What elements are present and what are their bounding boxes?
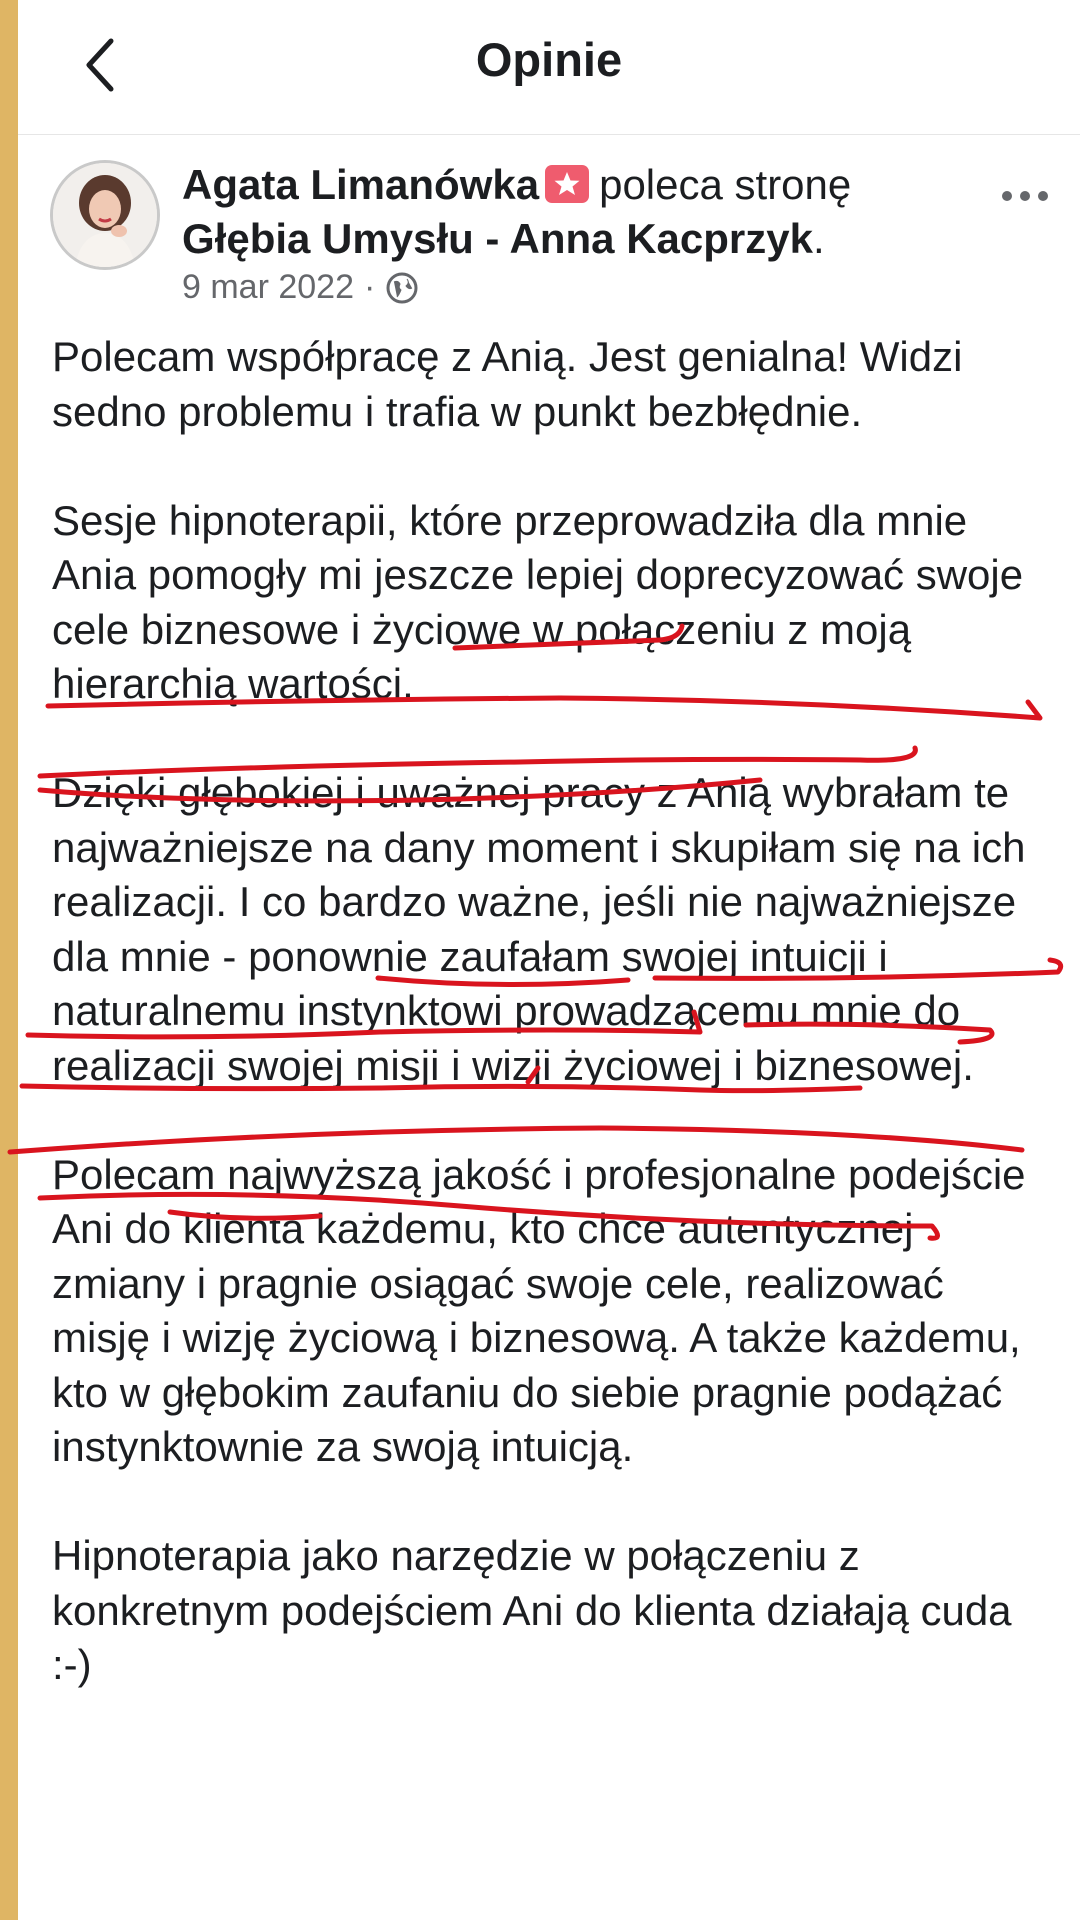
page-suffix: . xyxy=(812,215,825,262)
author-name[interactable]: Agata Limanówka xyxy=(182,161,540,208)
more-options-button[interactable] xyxy=(990,176,1060,216)
side-stripe xyxy=(0,0,18,1920)
page-name-link[interactable]: Głębia Umysłu - Anna Kacprzyk xyxy=(182,215,813,262)
post-author-line xyxy=(182,158,982,266)
top-bar xyxy=(18,0,1080,135)
post-paragraph-4: Polecam najwyższą jakość i profesjonalne podejście Ani do klienta każdemu, kto chce autentycznej zmiany i pragnie osiągać swoje cele, realizować misję i wizję życiową i biznesową. A także każdemu, kto w głębokim zaufaniu do siebie pragnie podążać instynktownie za swoją intuicją. xyxy=(52,1150,1026,1470)
post-text xyxy=(52,330,1052,1747)
more-horizontal-icon xyxy=(1000,189,1050,203)
avatar-photo xyxy=(53,163,157,267)
page-title: Opinie xyxy=(475,33,623,86)
post-paragraph-2: Sesje hipnoterapii, które przeprowadziła dla mnie Ania pomogły mi jeszcze lepiej doprecyzować swoje cele biznesowe i życiowe w połączeniu z moją hierarchią wartości. xyxy=(52,496,1024,707)
post-paragraph-3: Dzięki głębokiej i uważnej pracy z Anią wybrałam te najważniejsze na dany moment i skupiłam się na ich realizacji. I co bardzo ważne, jeśli nie najważniejsze dla mnie - ponownie zaufałam swojej intuicji i naturalnemu instynktowi prowadzącemu mnie do realizacji swojej misji i wizji życiowej i biznesowej. xyxy=(52,769,1026,1089)
post-header xyxy=(50,158,1060,318)
post-date[interactable]: 9 mar 2022 xyxy=(182,268,354,306)
avatar[interactable] xyxy=(50,160,160,270)
recommend-star-icon xyxy=(545,165,589,203)
meta-separator: · xyxy=(364,268,376,306)
globe-icon xyxy=(385,271,419,305)
post-paragraph-5: Hipnoterapia jako narzędzie w połączeniu z konkretnym podejściem Ani do klienta działają cuda :-) xyxy=(52,1532,1012,1688)
post-paragraph-1: Polecam współpracę z Anią. Jest genialna! Widzi sedno problemu i trafia w punkt bezbłędnie. xyxy=(52,333,963,435)
action-text: poleca stronę xyxy=(599,161,852,208)
post-meta xyxy=(182,268,419,307)
